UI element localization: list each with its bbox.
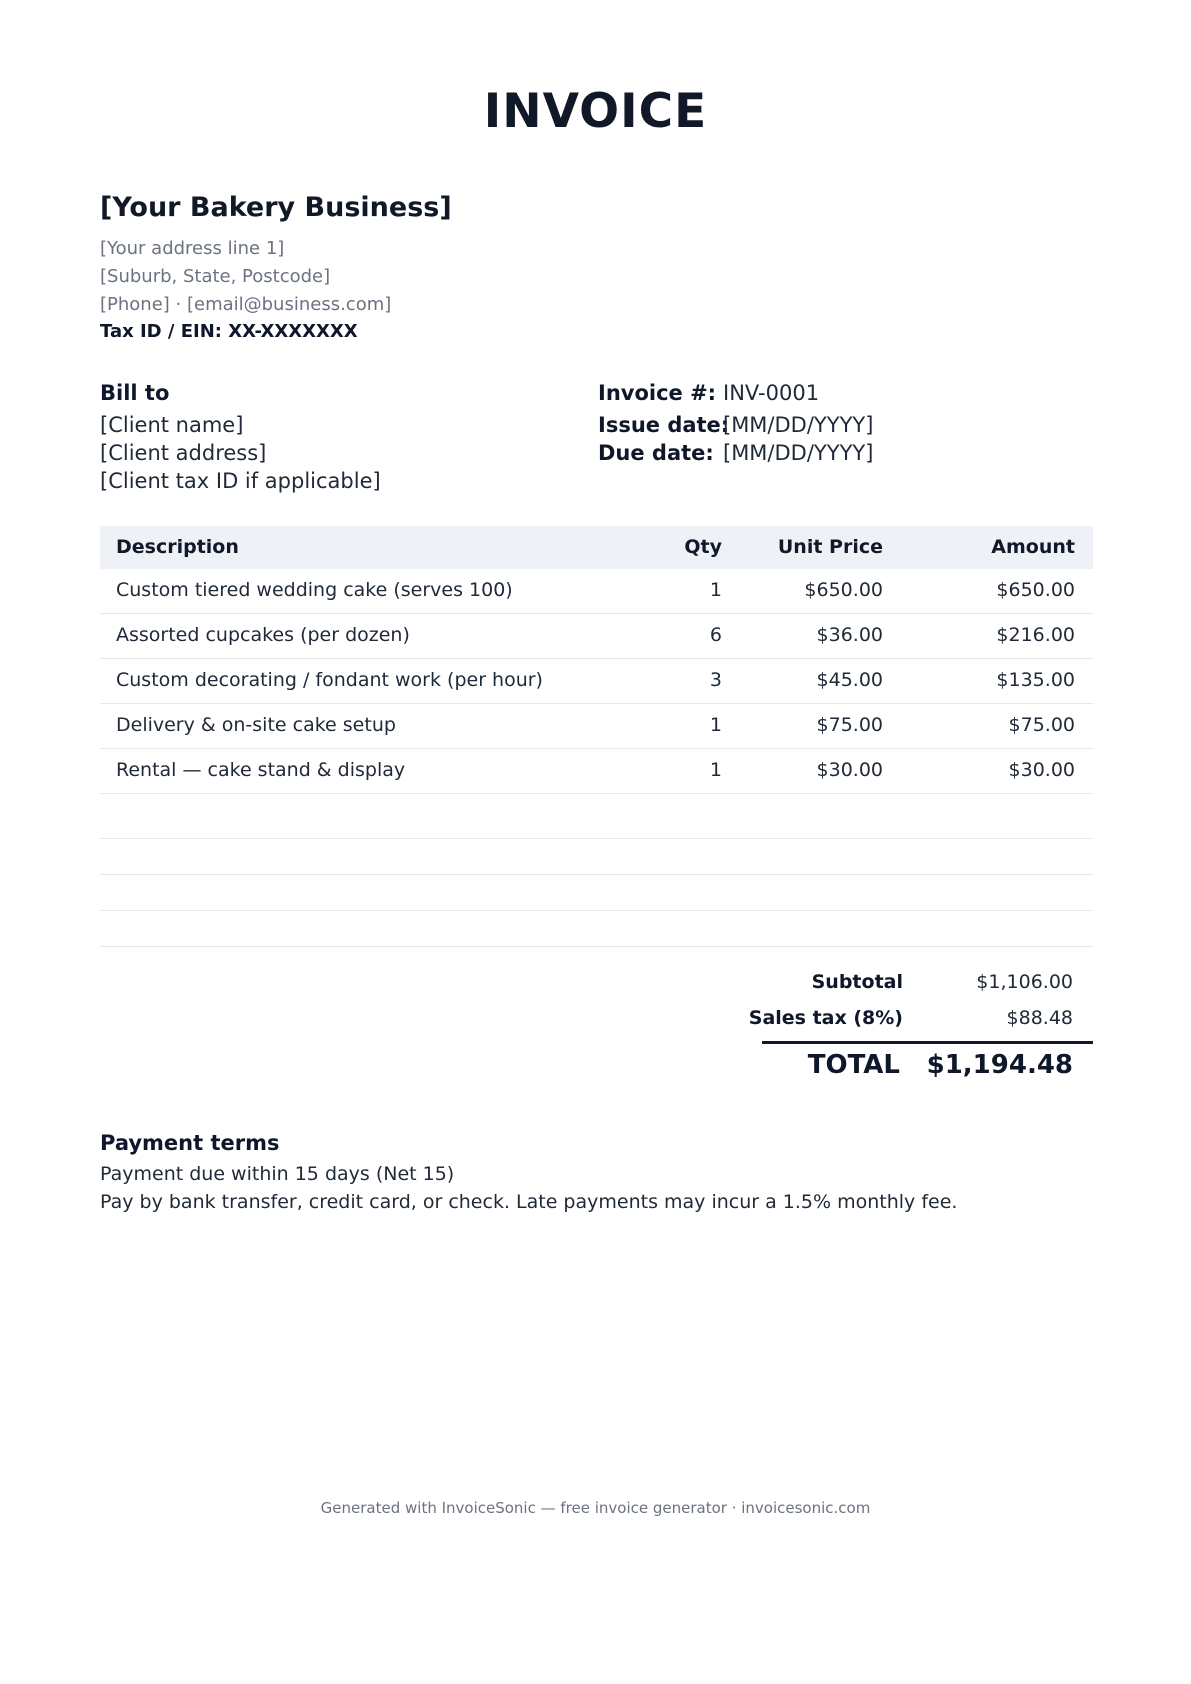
empty-row	[100, 839, 1093, 875]
subtotal-label: Subtotal	[811, 971, 903, 993]
row-description: Assorted cupcakes (per dozen)	[116, 624, 410, 646]
payment-terms-line2: Pay by bank transfer, credit card, or check. Late payments may incur a 1.5% monthly fee.	[100, 1191, 958, 1213]
subtotal-value: $1,106.00	[976, 971, 1073, 993]
footer-credit: Generated with InvoiceSonic — free invoice generator · invoicesonic.com	[320, 1499, 871, 1517]
bill-to-heading: Bill to	[100, 381, 170, 405]
row-amount: $135.00	[996, 669, 1075, 691]
row-unit-price: $75.00	[816, 714, 883, 736]
empty-row	[100, 794, 1093, 839]
business-tax-id: Tax ID / EIN: XX-XXXXXXX	[100, 321, 358, 342]
total-label: TOTAL	[807, 1050, 900, 1080]
invoice-number-label: Invoice #:	[598, 381, 717, 405]
row-amount: $216.00	[996, 624, 1075, 646]
row-unit-price: $45.00	[816, 669, 883, 691]
header-amount: Amount	[991, 536, 1075, 558]
header-description: Description	[116, 536, 239, 558]
row-qty: 1	[709, 759, 722, 781]
header-qty: Qty	[684, 536, 722, 558]
row-unit-price: $30.00	[816, 759, 883, 781]
row-qty: 1	[709, 579, 722, 601]
client-name: [Client name]	[100, 413, 244, 437]
business-address-line2: [Suburb, State, Postcode]	[100, 266, 331, 287]
client-tax-id: [Client tax ID if applicable]	[100, 469, 381, 493]
row-amount: $650.00	[996, 579, 1075, 601]
row-unit-price: $36.00	[816, 624, 883, 646]
empty-row	[100, 911, 1093, 947]
sales-tax-label: Sales tax (8%)	[748, 1007, 903, 1029]
client-address: [Client address]	[100, 441, 267, 465]
row-unit-price: $650.00	[804, 579, 883, 601]
table-row	[100, 749, 1093, 794]
payment-terms-heading: Payment terms	[100, 1131, 280, 1155]
table-row	[100, 569, 1093, 614]
table-row	[100, 704, 1093, 749]
business-name: [Your Bakery Business]	[100, 192, 452, 223]
row-qty: 1	[709, 714, 722, 736]
issue-date-label: Issue date:	[598, 413, 730, 437]
row-description: Rental — cake stand & display	[116, 759, 406, 781]
total-value: $1,194.48	[926, 1050, 1073, 1080]
row-description: Custom decorating / fondant work (per hour)	[116, 669, 543, 691]
invoice-number-value: INV-0001	[723, 381, 820, 405]
due-date-value: [MM/DD/YYYY]	[723, 441, 874, 465]
table-header	[100, 526, 1093, 569]
table-row	[100, 614, 1093, 659]
payment-terms-line1: Payment due within 15 days (Net 15)	[100, 1163, 455, 1185]
row-qty: 6	[709, 624, 722, 646]
row-description: Delivery & on-site cake setup	[116, 714, 396, 736]
line-items-table	[100, 526, 1093, 947]
row-qty: 3	[709, 669, 722, 691]
issue-date-value: [MM/DD/YYYY]	[723, 413, 874, 437]
row-amount: $30.00	[1008, 759, 1075, 781]
business-address-line1: [Your address line 1]	[100, 238, 285, 259]
table-row	[100, 659, 1093, 704]
row-description: Custom tiered wedding cake (serves 100)	[116, 579, 513, 601]
empty-row	[100, 875, 1093, 911]
business-contact: [Phone] · [email@business.com]	[100, 294, 392, 315]
due-date-label: Due date:	[598, 441, 714, 465]
sales-tax-value: $88.48	[1006, 1007, 1073, 1029]
total-divider	[762, 1041, 1093, 1044]
invoice-title: INVOICE	[483, 84, 708, 139]
row-amount: $75.00	[1008, 714, 1075, 736]
header-unit-price: Unit Price	[777, 536, 883, 558]
